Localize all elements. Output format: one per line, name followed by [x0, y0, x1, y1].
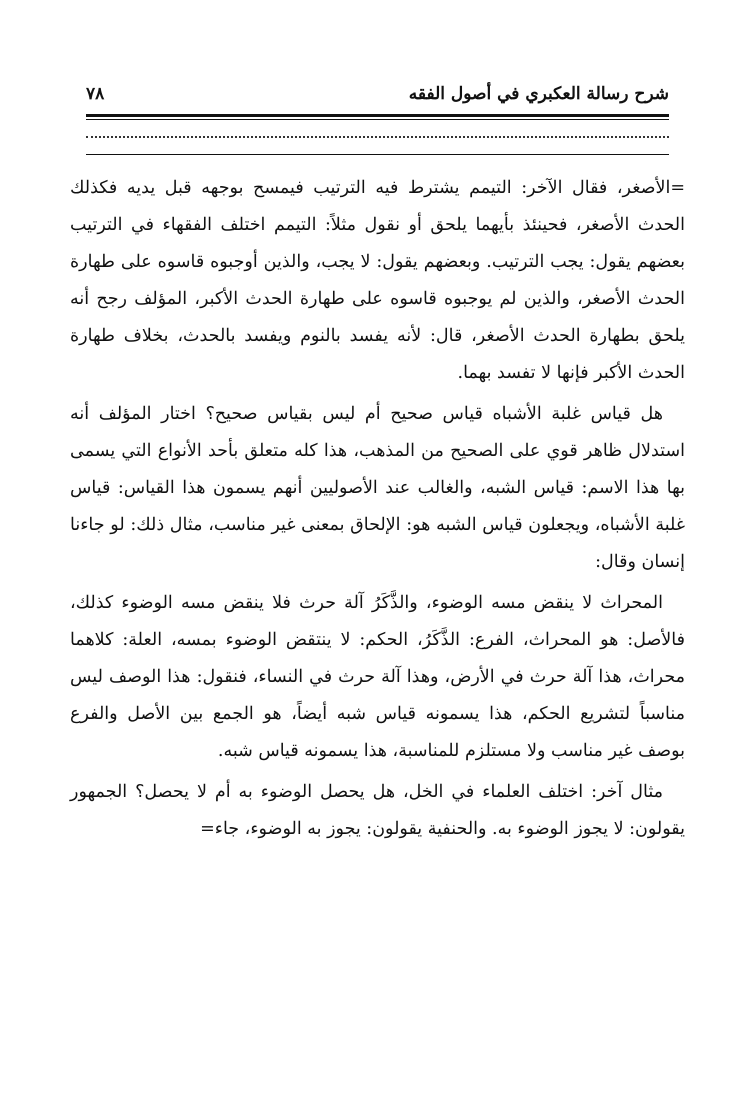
paragraph-4: مثال آخر: اختلف العلماء في الخل، هل يحصل الوضوء به أم لا يحصل؟ الجمهور يقولون: لا يجوز الوضوء به. والحنفية يقولون: يجوز به الوضوء، جاء=: [70, 782, 685, 839]
header-rule-thin: [86, 119, 669, 120]
paragraph-2: هل قياس غلبة الأشباه قياس صحيح أم ليس بقياس صحيح؟ اختار المؤلف أنه استدلال ظاهر قوي على الصحيح من المذهب، هذا كله متعلق بأحد الأنواع التي يسمى بها هذا الاسم: قياس الشبه، والغالب عند الأصوليين أنهم يسمون هذا القياس: قياس غلبة الأشباه، ويجعلون قياس الشبه هو: الإلحاق بمعنى غير مناسب، مثال ذلك: لو جاءنا إنسان وقال:: [70, 404, 685, 572]
paragraph-1: =الأصغر، فقال الآخر: التيمم يشترط فيه الترتيب فيمسح بوجهه قبل يديه فكذلك الحدث الأصغر، فحينئذ بأيهما يلحق أو نقول مثلاً: التيمم اختلف الفقهاء في الترتيب بعضهم يقول: يجب الترتيب. وبعضهم يقول: لا يجب، والذين أوجبوه قاسوه على طهارة الحدث الأصغر، والذين لم يوجبوه قاسوه على طهارة الحدث الأكبر، المؤلف رجح أنه يلحق بطهارة الحدث الأصغر، قال: لأنه يفسد بالنوم ويفسد بالحدث، بخلاف طهارة الحدث الأكبر فإنها لا تفسد بهما.: [70, 178, 685, 383]
header-rule-thick: [86, 114, 669, 117]
running-header: [86, 84, 669, 110]
section-divider: [86, 154, 669, 155]
book-title: شرح رسالة العكبري في أصول الفقه: [408, 84, 669, 104]
page-number: ٧٨: [86, 84, 105, 104]
page-body: [70, 170, 685, 848]
paragraph-3: المحراث لا ينقض مسه الوضوء، والذَّكَرُ آلة حرث فلا ينقض مسه الوضوء كذلك، فالأصل: هو المحراث، الفرع: الذَّكَرُ، الحكم: لا ينتقض الوضوء بمسه، العلة: كلاهما محراث، هذا آلة حرث في الأرض، وهذا آلة حرث في النساء، فنقول: هذا الوصف ليس مناسباً لتشريع الحكم، هذا يسمونه قياس شبه أيضاً، هو الجمع بين الأصل والفرع بوصف غير مناسب ولا مستلزم للمناسبة، هذا يسمونه قياس شبه.: [70, 593, 685, 761]
dotted-divider: [86, 136, 669, 138]
